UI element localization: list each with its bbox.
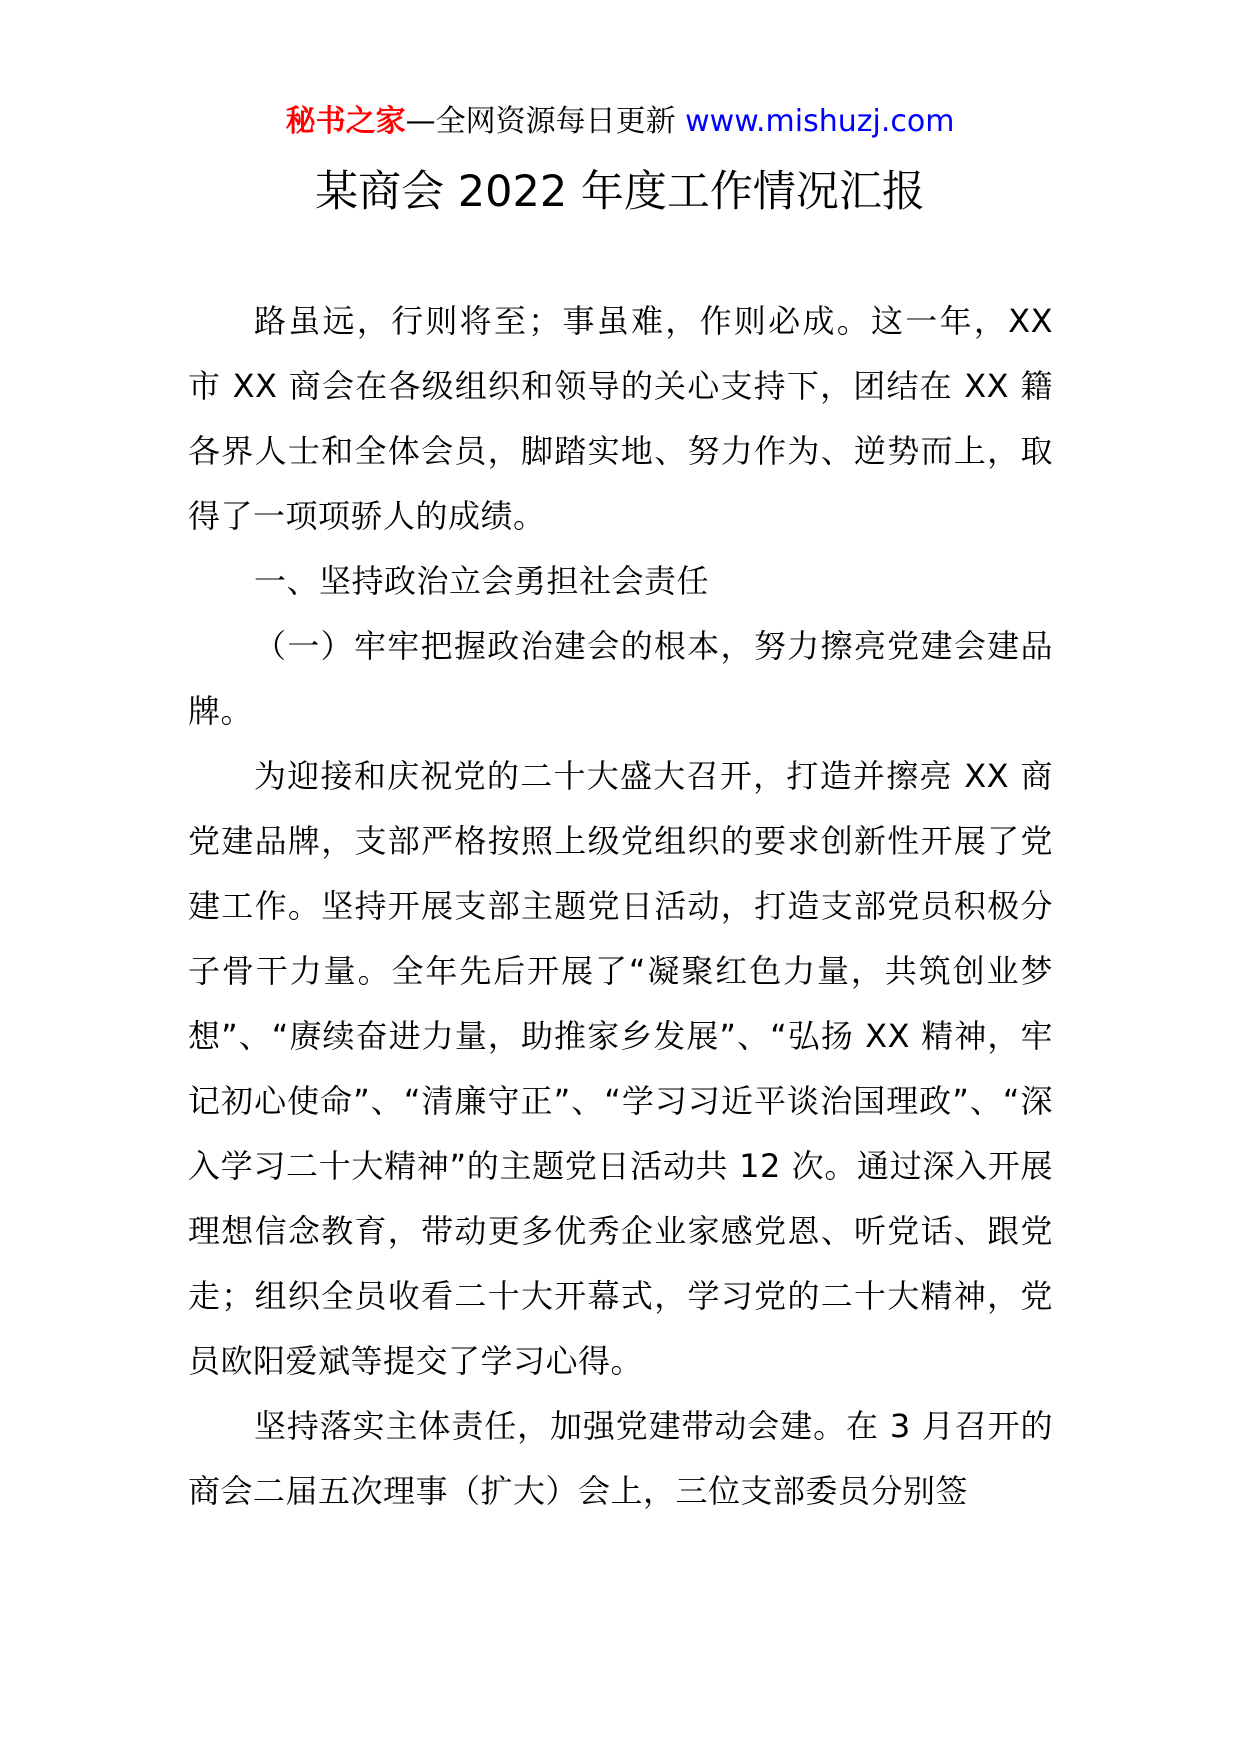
site-url-link[interactable]: www.mishuzj.com	[685, 104, 955, 139]
site-header	[0, 100, 1240, 144]
document-title: 某商会 2022 年度工作情况汇报	[315, 167, 925, 217]
paragraph-responsibility: 坚持落实主体责任，加强党建带动会建。在 3 月召开的商会二届五次理事（扩大）会上，三位支部委员分别签	[188, 1407, 1053, 1510]
document-body	[188, 289, 1053, 1524]
subsection-heading-1: （一）牢牢把握政治建会的根本，努力擦亮党建会建品牌。	[188, 627, 1053, 730]
site-brand: 秘书之家	[285, 104, 406, 139]
paragraph-party-building: 为迎接和庆祝党的二十大盛大召开，打造并擦亮 XX 商党建品牌，支部严格按照上级党组织的要求创新性开展了党建工作。坚持开展支部主题党日活动，打造支部党员积极分子骨干力量。全年先后开展了“凝聚红色力量，共筑创业梦想”、“赓续奋进力量，助推家乡发展”、“弘扬 XX 精神，牢记初心使命”、“清廉守正”、“学习习近平谈治国理政”、“深入学习二十大精神”的主题党日活动共 12 次。通过深入开展理想信念教育，带动更多优秀企业家感党恩、听党话、跟党走；组织全员收看二十大开幕式，学习党的二十大精神，党员欧阳爱斌等提交了学习心得。	[188, 757, 1053, 1380]
paragraph-intro: 路虽远，行则将至；事虽难，作则必成。这一年，XX 市 XX 商会在各级组织和领导的关心支持下，团结在 XX 籍各界人士和全体会员，脚踏实地、努力作为、逆势而上，取得了一项项骄人的成绩。	[188, 302, 1053, 535]
site-slogan: —全网资源每日更新	[405, 104, 676, 139]
section-heading-1: 一、坚持政治立会勇担社会责任	[254, 562, 710, 600]
